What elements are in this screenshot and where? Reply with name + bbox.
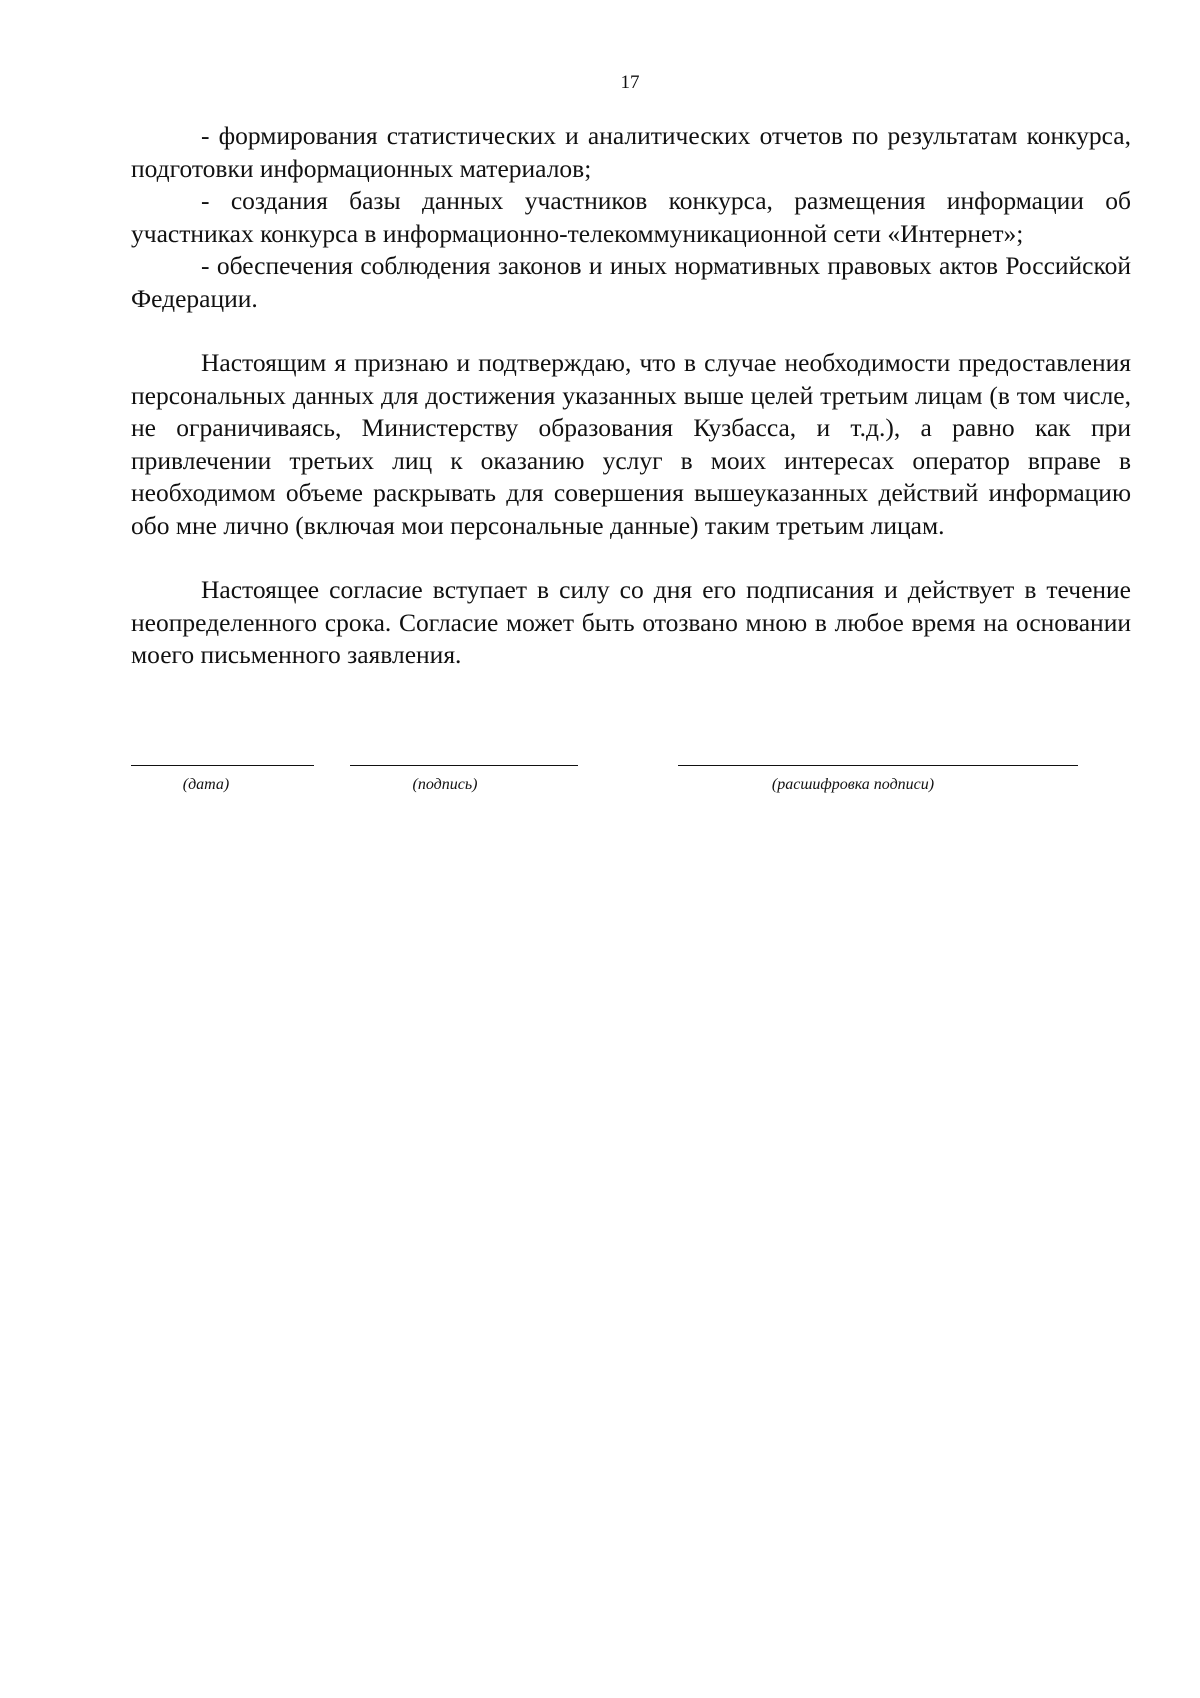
purpose-item-compliance: - обеспечения соблюдения законов и иных нормативных правовых актов Российской Федерации. — [131, 251, 1131, 313]
signature-decoding-caption: (расшифровка подписи) — [771, 776, 935, 793]
page-number: 17 — [620, 72, 640, 93]
purpose-item-statistics: - формирования статистических и аналитических отчетов по результатам конкурса, подготовки информационных материалов; — [131, 121, 1131, 183]
signature-line[interactable] — [350, 765, 578, 766]
signature-decoding-line[interactable] — [678, 765, 1078, 766]
purpose-item-database: - создания базы данных участников конкурса, размещения информации об участниках конкурса в информационно-телекоммуникационной сети «Интернет»; — [131, 186, 1131, 248]
date-line[interactable] — [131, 765, 314, 766]
consent-validity-paragraph: Настоящее согласие вступает в силу со дня его подписания и действует в течение неопределенного срока. Согласие может быть отозвано мною в любое время на основании моего письменного заявления. — [131, 575, 1131, 669]
date-caption: (дата) — [182, 776, 230, 793]
third-party-disclosure-paragraph: Настоящим я признаю и подтверждаю, что в случае необходимости предоставления персональных данных для достижения указанных выше целей третьим лицам (в том числе, не ограничиваясь, Министерству образования Кузбасса, и т.д.), а равно как при привлечении третьих лиц к оказанию услуг в моих интересах оператор вправе в необходимом объеме раскрывать для совершения вышеуказанных действий информацию обо мне лично (включая мои персональные данные) таким третьим лицам. — [131, 348, 1131, 540]
signature-caption: (подпись) — [412, 776, 478, 793]
consent-body — [131, 120, 1131, 672]
